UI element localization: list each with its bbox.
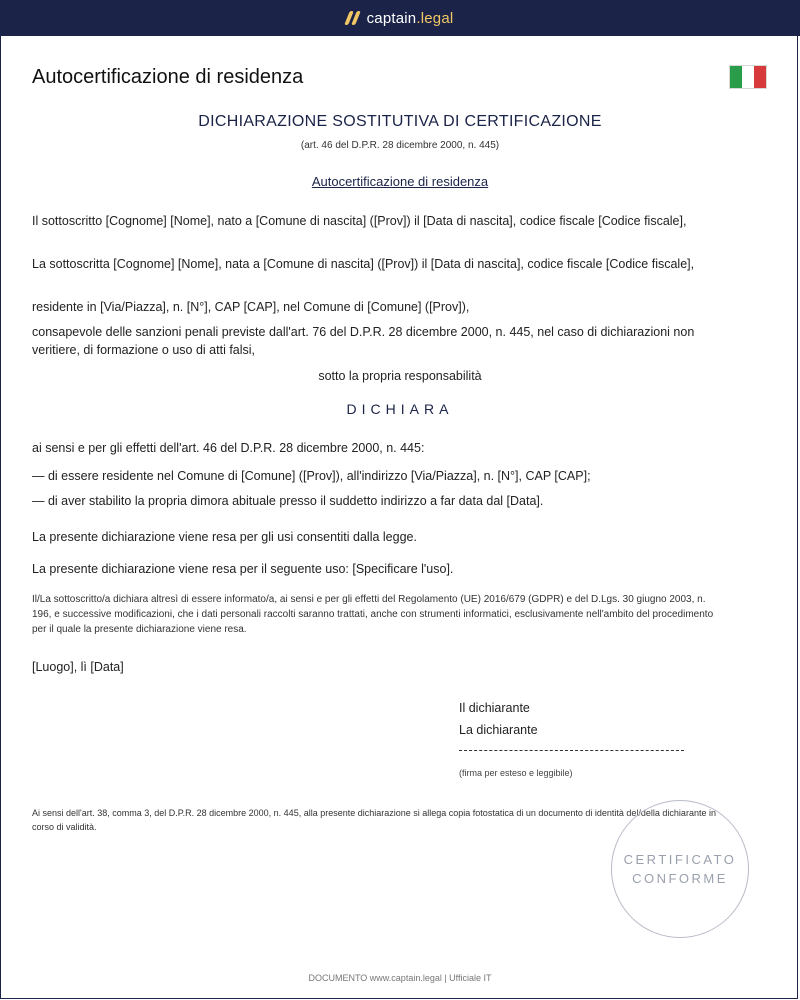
paragraph-female-declarant: La sottoscritta [Cognome] [Nome], nata a [Comune di nascita] ([Prov]) il [Data di nascita], codice fiscale [Codice fiscale], (32, 257, 695, 271)
paragraph-awareness: consapevole delle sanzioni penali previste dall'art. 76 del D.P.R. 28 dicembre 2000, n. 445, nel caso di dichiarazioni non veritiere, di formazione o uso di atti falsi, (32, 325, 695, 357)
italy-flag-icon (729, 65, 767, 89)
privacy-notice: Il/La sottoscritto/a dichiara altresì di essere informato/a, ai sensi e per gli effetti del Regolamento (UE) 2016/679 (GDPR) e del D.Lgs. 30 giugno 2003, n. 196, e successive modificazioni, che i dati personali raccolti saranno trattati, anche con strumenti informatici, esclusivamente nell'ambito del procedimento per il quale la presente dichiarazione viene resa. (32, 594, 714, 635)
paragraph-specific-use: La presente dichiarazione viene resa per il seguente uso: [Specificare l'uso]. (32, 562, 454, 576)
signature-note: (firma per esteso e leggibile) (459, 768, 573, 778)
declaration-title: DICHIARAZIONE SOSTITUTIVA DI CERTIFICAZIONE (198, 113, 602, 130)
brand-name-tld: .legal (416, 9, 454, 27)
declaration-item-dwelling: — di aver stabilito la propria dimora abituale presso il suddetto indirizzo a far data dal [Data]. (32, 494, 544, 508)
brand-name (367, 10, 454, 27)
brand-name-main: captain (366, 9, 417, 27)
top-bar (0, 0, 800, 36)
legal-reference: (art. 46 del D.P.R. 28 dicembre 2000, n. 445) (300, 140, 500, 151)
declares-heading: DICHIARA (346, 401, 454, 417)
brand[interactable] (347, 10, 454, 27)
brand-logo-icon (344, 11, 361, 25)
stamp-line-2: CONFORME (632, 871, 728, 886)
stamp-line-1: CERTIFICATO (623, 852, 737, 867)
paragraph-male-declarant: Il sottoscritto [Cognome] [Nome], nato a [Comune di nascita] ([Prov]) il [Data di nascita], codice fiscale [Codice fiscale], (32, 214, 687, 228)
paragraph-permitted-uses: La presente dichiarazione viene resa per gli usi consentiti dalla legge. (32, 530, 417, 544)
declaration-item-residence: — di essere residente nel Comune di [Comune] ([Prov]), all'indirizzo [Via/Piazza], n. [N°], CAP [CAP]; (32, 469, 591, 483)
certified-stamp (611, 800, 749, 938)
signature-line[interactable] (459, 750, 684, 751)
responsibility-line: sotto la propria responsabilità (318, 369, 482, 383)
place-date: [Luogo], lì [Data] (32, 660, 124, 674)
declaration-subtitle-wrap (32, 173, 768, 191)
attachment-note: Ai sensi dell'art. 38, comma 3, del D.P.R. 28 dicembre 2000, n. 445, alla presente dichiarazione si allega copia fotostatica di un documento di identità del/della dichiarante in corso di validità. (32, 808, 716, 832)
paragraph-legal-basis: ai sensi e per gli effetti dell'art. 46 del D.P.R. 28 dicembre 2000, n. 445: (32, 441, 425, 455)
document-heading: Autocertificazione di residenza (32, 66, 304, 88)
footer: DOCUMENTO www.captain.legal | Ufficiale IT (308, 973, 492, 983)
paragraph-residence: residente in [Via/Piazza], n. [N°], CAP [CAP], nel Comune di [Comune] ([Prov]), (32, 300, 470, 314)
declaration-subtitle: Autocertificazione di residenza (311, 174, 489, 189)
signer-male-label: Il dichiarante (459, 701, 530, 715)
signer-female-label: La dichiarante (459, 723, 538, 737)
